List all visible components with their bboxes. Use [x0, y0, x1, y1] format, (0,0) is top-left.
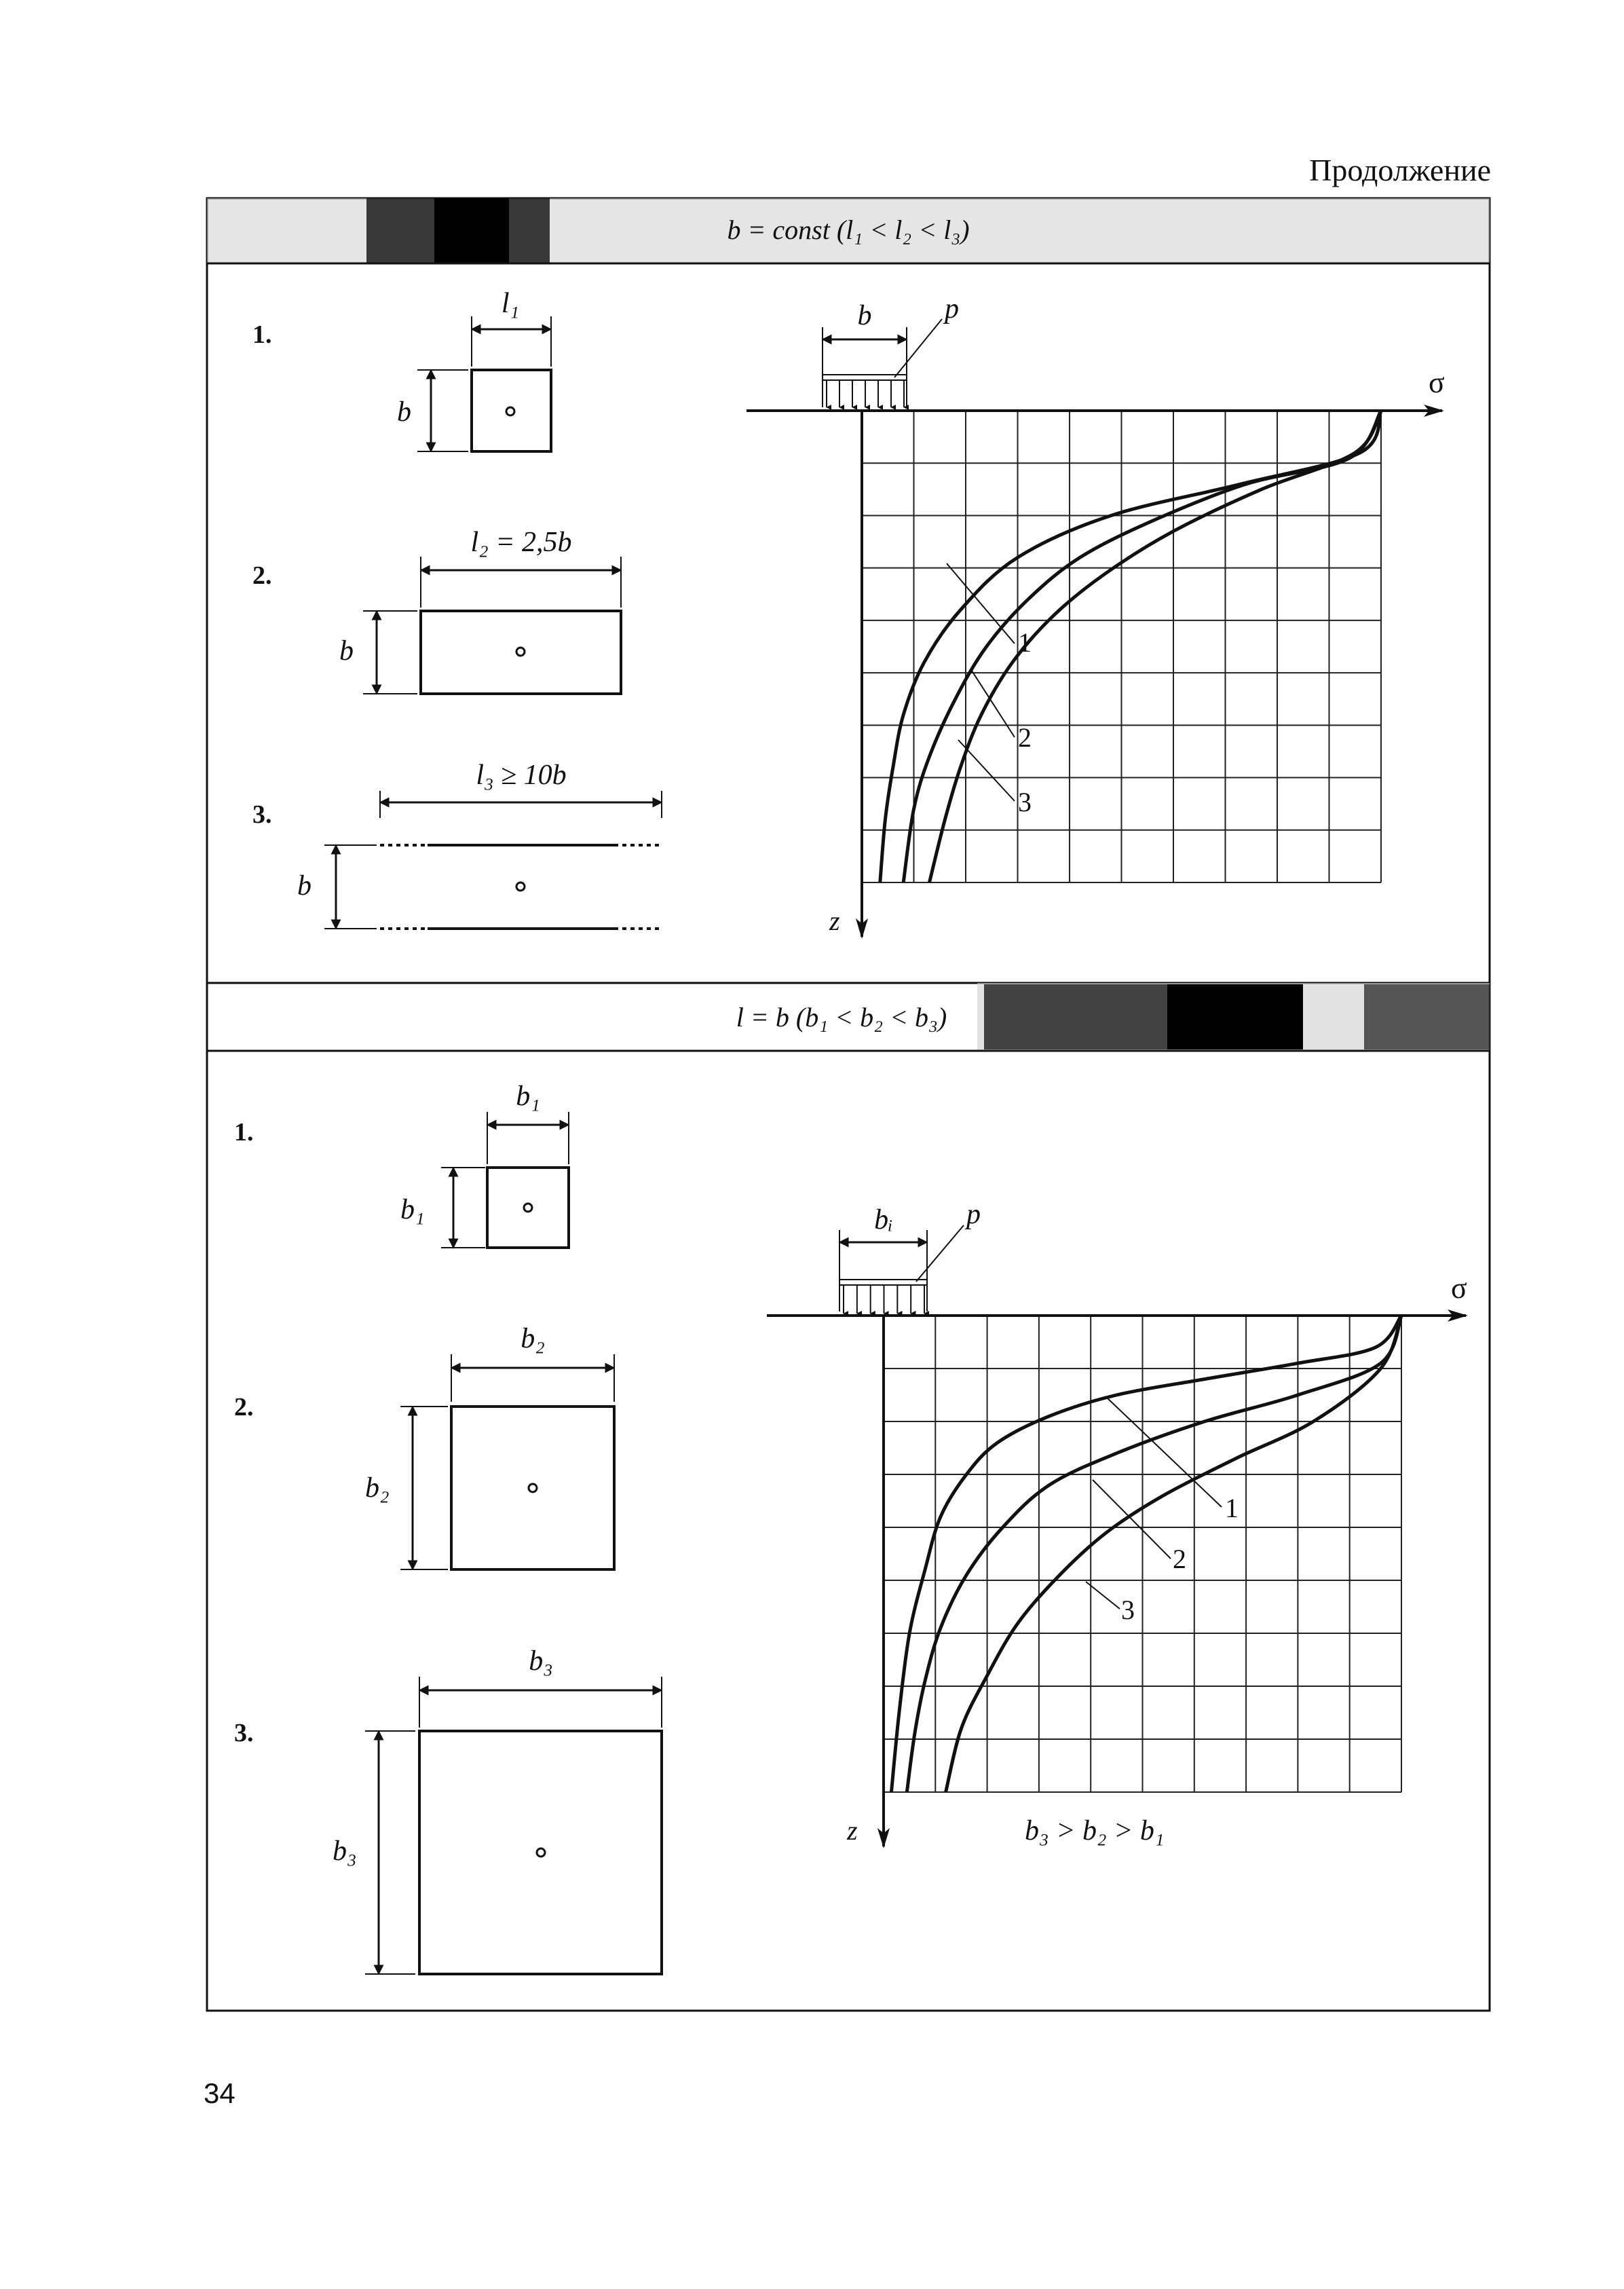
top-row-3-width: b — [297, 870, 311, 901]
top-row-1-width: b — [397, 396, 411, 428]
chart-grid-top — [862, 411, 1381, 882]
stress-chart-top — [747, 293, 1445, 937]
chart-caption-bottom: b₃ > b₂ > b₁ — [1025, 1815, 1165, 1846]
sigma-axis-label-top: σ — [1429, 366, 1445, 399]
load-label-top: p — [945, 293, 959, 324]
load-width-label-bottom: bᵢ — [874, 1204, 893, 1235]
curve-label-top-2: 2 — [1018, 722, 1032, 753]
curve-top-1 — [880, 411, 1381, 882]
top-row-2-length: l₂ = 2,5b — [470, 527, 572, 558]
bottom-row-1-number: 1. — [234, 1118, 254, 1147]
curve-label-bottom-2: 2 — [1173, 1544, 1186, 1574]
load-label-bottom: p — [966, 1199, 981, 1230]
curve-top-2 — [903, 411, 1381, 882]
bottom-row-3 — [234, 1645, 662, 1974]
top-row-3-number: 3. — [252, 800, 272, 829]
stress-chart-bottom — [767, 1199, 1467, 1846]
bottom-row-1-width: b₁ — [400, 1194, 425, 1225]
top-row-1 — [252, 288, 551, 451]
top-header-text: b = const (l₁ < l₂ < l₃) — [727, 215, 970, 245]
curve-labels-bottom — [1086, 1397, 1239, 1625]
load-width-label-top: b — [857, 300, 872, 331]
top-row-1-length: l₁ — [501, 288, 520, 319]
depth-axis-label-bottom: z — [847, 1815, 858, 1846]
top-row-3 — [252, 760, 662, 929]
top-row-3-length: l₃ ≥ 10b — [476, 760, 567, 791]
continuation-label: Продолжение — [1309, 153, 1491, 187]
top-header — [207, 198, 1490, 263]
curve-label-bottom-3: 3 — [1121, 1595, 1135, 1625]
page-number: 34 — [204, 2077, 235, 2109]
sigma-axis-label-bottom: σ — [1451, 1271, 1467, 1305]
top-row-2-number: 2. — [252, 561, 272, 590]
curve-label-top-3: 3 — [1018, 787, 1032, 817]
bottom-row-3-width: b₃ — [333, 1836, 357, 1867]
bottom-row-1-length: b₁ — [516, 1081, 540, 1112]
top-row-2-width: b — [339, 635, 354, 667]
top-row-2 — [252, 527, 621, 694]
curve-label-top-1: 1 — [1018, 627, 1032, 658]
top-row-1-number: 1. — [252, 320, 272, 349]
load-diagram-bottom — [839, 1199, 981, 1311]
curve-top-3 — [929, 411, 1381, 882]
bottom-row-1 — [234, 1081, 569, 1248]
curve-label-bottom-1: 1 — [1225, 1493, 1239, 1523]
bottom-row-2-length: b₂ — [521, 1323, 545, 1354]
curves-top — [880, 411, 1381, 882]
bottom-row-3-number: 3. — [234, 1719, 254, 1747]
bottom-header — [207, 983, 1490, 1051]
bottom-row-2-number: 2. — [234, 1393, 254, 1421]
bottom-row-2 — [234, 1323, 614, 1569]
bottom-row-3-length: b₃ — [529, 1645, 553, 1677]
depth-axis-label-top: z — [829, 906, 840, 936]
curves-bottom — [891, 1316, 1401, 1792]
bottom-header-text: l = b (b₁ < b₂ < b₃) — [736, 1002, 947, 1032]
bottom-row-2-width: b₂ — [365, 1472, 390, 1504]
